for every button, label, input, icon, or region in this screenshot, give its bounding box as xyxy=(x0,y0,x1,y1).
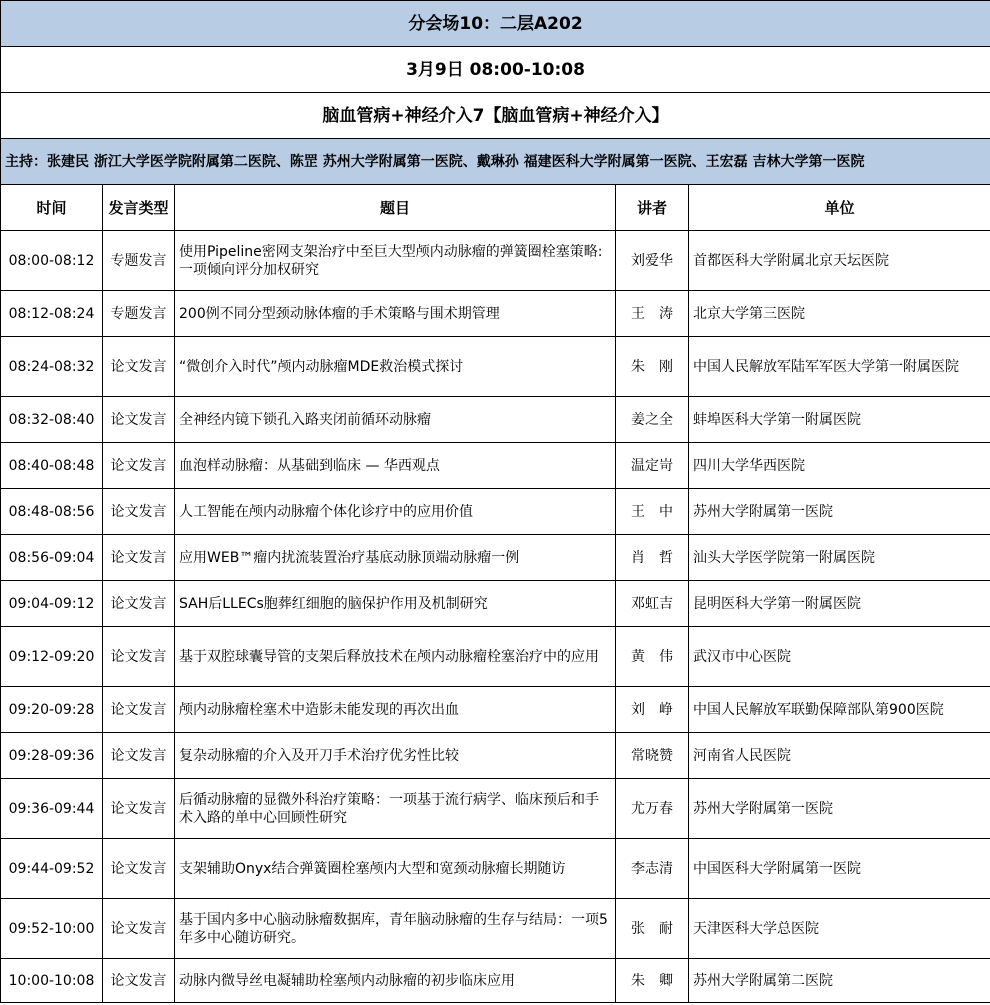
talk-title: 后循动脉瘤的显微外科治疗策略：一项基于流行病学、临床预后和手术入路的单中心回顾性研究 xyxy=(175,779,616,839)
talk-unit: 北京大学第三医院 xyxy=(689,291,990,337)
talk-time: 08:00-08:12 xyxy=(1,231,103,291)
talk-time: 09:28-09:36 xyxy=(1,733,103,779)
table-row xyxy=(1,779,990,839)
talk-title: 血泡样动脉瘤：从基础到临床 — 华西观点 xyxy=(175,443,616,489)
talk-unit: 武汉市中心医院 xyxy=(689,627,990,687)
talk-speaker: 肖 哲 xyxy=(616,535,689,581)
talk-speaker: 常晓赞 xyxy=(616,733,689,779)
table-row xyxy=(1,337,990,397)
talk-time: 09:12-09:20 xyxy=(1,627,103,687)
talk-speaker: 姜之全 xyxy=(616,397,689,443)
talk-type: 论文发言 xyxy=(103,687,175,733)
venue-title: 分会场10：二层A202 xyxy=(1,1,990,47)
talk-unit: 中国医科大学附属第一医院 xyxy=(689,839,990,899)
talk-speaker: 王 中 xyxy=(616,489,689,535)
column-header-row xyxy=(1,185,990,231)
hosts-row xyxy=(1,139,990,185)
column-header-time: 时间 xyxy=(1,185,103,231)
table-row xyxy=(1,627,990,687)
talk-time: 08:32-08:40 xyxy=(1,397,103,443)
table-row xyxy=(1,397,990,443)
talk-speaker: 朱 刚 xyxy=(616,337,689,397)
talk-speaker: 温定岢 xyxy=(616,443,689,489)
talk-unit: 中国人民解放军陆军军医大学第一附属医院 xyxy=(689,337,990,397)
table-row xyxy=(1,581,990,627)
talk-type: 论文发言 xyxy=(103,733,175,779)
table-row xyxy=(1,687,990,733)
talk-speaker: 刘爱华 xyxy=(616,231,689,291)
talk-type: 论文发言 xyxy=(103,959,175,1003)
talk-unit: 首都医科大学附属北京天坛医院 xyxy=(689,231,990,291)
talk-title: 颅内动脉瘤栓塞术中造影未能发现的再次出血 xyxy=(175,687,616,733)
talk-unit: 蚌埠医科大学第一附属医院 xyxy=(689,397,990,443)
talk-type: 专题发言 xyxy=(103,231,175,291)
talk-time: 09:20-09:28 xyxy=(1,687,103,733)
talk-title: 应用WEB™瘤内扰流装置治疗基底动脉顶端动脉瘤一例 xyxy=(175,535,616,581)
talk-speaker: 黄 伟 xyxy=(616,627,689,687)
talk-type: 论文发言 xyxy=(103,535,175,581)
table-row xyxy=(1,733,990,779)
talk-unit: 四川大学华西医院 xyxy=(689,443,990,489)
talk-unit: 汕头大学医学院第一附属医院 xyxy=(689,535,990,581)
talk-speaker: 王 涛 xyxy=(616,291,689,337)
talk-title: 基于双腔球囊导管的支架后释放技术在颅内动脉瘤栓塞治疗中的应用 xyxy=(175,627,616,687)
talk-time: 09:44-09:52 xyxy=(1,839,103,899)
table-row xyxy=(1,291,990,337)
talk-title: 动脉内微导丝电凝辅助栓塞颅内动脉瘤的初步临床应用 xyxy=(175,959,616,1003)
talk-unit: 中国人民解放军联勤保障部队第900医院 xyxy=(689,687,990,733)
column-header-title: 题目 xyxy=(175,185,616,231)
talk-time: 09:36-09:44 xyxy=(1,779,103,839)
venue-row xyxy=(1,1,990,47)
session-title: 脑血管病+神经介入7【脑血管病+神经介入】 xyxy=(1,93,990,139)
talk-title: 使用Pipeline密网支架治疗中至巨大型颅内动脉瘤的弹簧圈栓塞策略:一项倾向评分加权研究 xyxy=(175,231,616,291)
talk-title: 支架辅助Onyx结合弹簧圈栓塞颅内大型和宽颈动脉瘤长期随访 xyxy=(175,839,616,899)
column-header-unit: 单位 xyxy=(689,185,990,231)
talk-title: 复杂动脉瘤的介入及开刀手术治疗优劣性比较 xyxy=(175,733,616,779)
talk-unit: 天津医科大学总医院 xyxy=(689,899,990,959)
talk-time: 09:52-10:00 xyxy=(1,899,103,959)
talk-time: 08:24-08:32 xyxy=(1,337,103,397)
talk-speaker: 邓虹吉 xyxy=(616,581,689,627)
talk-type: 论文发言 xyxy=(103,489,175,535)
talk-speaker: 朱 卿 xyxy=(616,959,689,1003)
talk-time: 10:00-10:08 xyxy=(1,959,103,1003)
talk-type: 论文发言 xyxy=(103,443,175,489)
session-date-time: 3月9日 08:00-10:08 xyxy=(1,47,990,93)
talk-speaker: 张 耐 xyxy=(616,899,689,959)
table-row xyxy=(1,443,990,489)
talk-unit: 昆明医科大学第一附属医院 xyxy=(689,581,990,627)
talk-speaker: 尤万春 xyxy=(616,779,689,839)
talk-unit: 苏州大学附属第二医院 xyxy=(689,959,990,1003)
talk-type: 论文发言 xyxy=(103,899,175,959)
session-hosts: 主持：张建民 浙江大学医学院附属第二医院、陈罡 苏州大学附属第一医院、戴琳孙 福建医科大学附属第一医院、王宏磊 吉林大学第一医院 xyxy=(1,139,990,185)
talk-unit: 苏州大学附属第一医院 xyxy=(689,489,990,535)
table-row xyxy=(1,839,990,899)
talk-time: 08:48-08:56 xyxy=(1,489,103,535)
talk-title: 人工智能在颅内动脉瘤个体化诊疗中的应用价值 xyxy=(175,489,616,535)
table-row xyxy=(1,489,990,535)
table-row xyxy=(1,899,990,959)
talk-unit: 苏州大学附属第一医院 xyxy=(689,779,990,839)
talk-title: 基于国内多中心脑动脉瘤数据库，青年脑动脉瘤的生存与结局：一项5年多中心随访研究。 xyxy=(175,899,616,959)
date-row xyxy=(1,47,990,93)
talk-type: 论文发言 xyxy=(103,779,175,839)
talk-speaker: 刘 峥 xyxy=(616,687,689,733)
talk-unit: 河南省人民医院 xyxy=(689,733,990,779)
talk-type: 论文发言 xyxy=(103,337,175,397)
talk-time: 08:12-08:24 xyxy=(1,291,103,337)
talk-type: 论文发言 xyxy=(103,581,175,627)
talk-time: 09:04-09:12 xyxy=(1,581,103,627)
column-header-speaker: 讲者 xyxy=(616,185,689,231)
talk-title: SAH后LLECs胞葬红细胞的脑保护作用及机制研究 xyxy=(175,581,616,627)
table-row xyxy=(1,959,990,1003)
talk-time: 08:40-08:48 xyxy=(1,443,103,489)
talk-type: 论文发言 xyxy=(103,397,175,443)
column-header-type: 发言类型 xyxy=(103,185,175,231)
table-row xyxy=(1,535,990,581)
talk-type: 论文发言 xyxy=(103,627,175,687)
table-row xyxy=(1,231,990,291)
talk-type: 专题发言 xyxy=(103,291,175,337)
talk-title: “微创介入时代”颅内动脉瘤MDE救治模式探讨 xyxy=(175,337,616,397)
talk-type: 论文发言 xyxy=(103,839,175,899)
session-row xyxy=(1,93,990,139)
talk-time: 08:56-09:04 xyxy=(1,535,103,581)
talk-title: 200例不同分型颈动脉体瘤的手术策略与围术期管理 xyxy=(175,291,616,337)
talk-speaker: 李志清 xyxy=(616,839,689,899)
talk-title: 全神经内镜下锁孔入路夹闭前循环动脉瘤 xyxy=(175,397,616,443)
